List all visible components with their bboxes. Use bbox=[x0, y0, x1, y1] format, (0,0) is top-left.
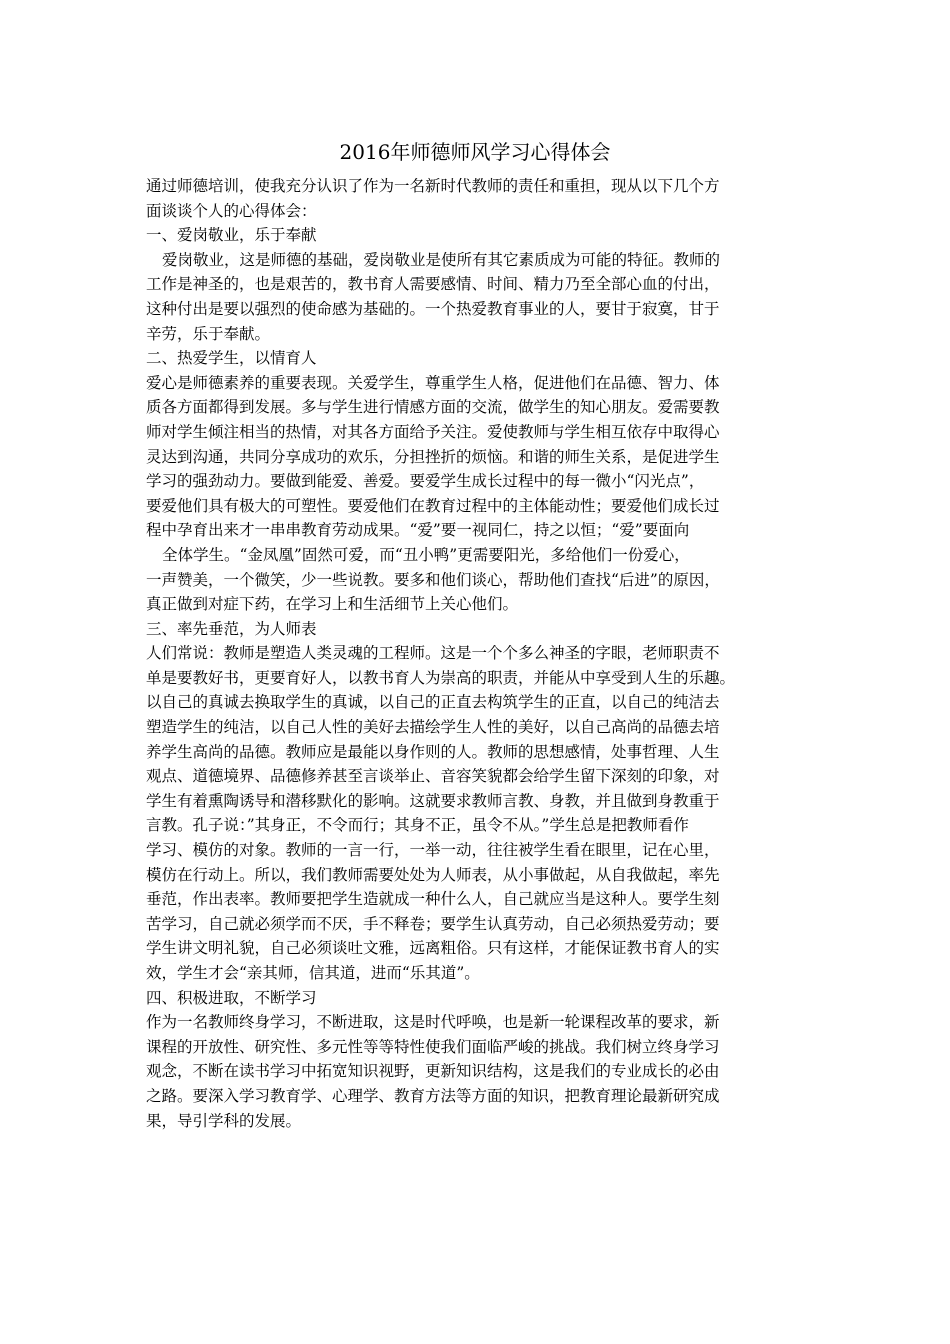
text-line: 爱心是师德素养的重要表现。关爱学生，尊重学生人格，促进他们在品德、智力、体 bbox=[146, 373, 720, 392]
text-line: 学习的强劲动力。要做到能爱、善爱。要爱学生成长过程中的每一微小“闪光点”， bbox=[146, 472, 705, 491]
text-line: 灵达到沟通，共同分享成功的欢乐，分担挫折的烦恼。和谐的师生关系，是促进学生 bbox=[146, 447, 720, 466]
section-heading: 二、热爱学生，以情育人 bbox=[146, 349, 317, 368]
text-line: 全体学生。“金凤凰”固然可爱，而“丑小鸭”更需要阳光，多给他们一份爱心， bbox=[162, 545, 690, 564]
text-line: 爱岗敬业，这是师德的基础，爱岗敬业是使所有其它素质成为可能的特征。教师的 bbox=[162, 250, 721, 269]
document-title: 2016年师德师风学习心得体会 bbox=[339, 140, 611, 164]
text-line: 程中孕育出来才一串串教育劳动成果。“爱”要一视同仁，持之以恒；“爱”要面向 bbox=[146, 521, 690, 540]
text-line: 辛劳，乐于奉献。 bbox=[146, 324, 271, 343]
text-line: 通过师德培训，使我充分认识了作为一名新时代教师的责任和重担，现从以下几个方 bbox=[146, 177, 720, 195]
text-line: 真正做到对症下药，在学习上和生活细节上关心他们。 bbox=[146, 595, 519, 614]
section-heading: 四、积极进取，不断学习 bbox=[146, 988, 317, 1007]
section-heading: 一、爱岗敬业，乐于奉献 bbox=[146, 226, 317, 245]
text-line: 效，学生才会“亲其师，信其道，进而“乐其道”。 bbox=[146, 964, 480, 982]
text-line: 面谈谈个人的心得体会： bbox=[146, 201, 317, 220]
text-line: 观念，不断在读书学习中拓宽知识视野，更新知识结构，这是我们的专业成长的必由 bbox=[146, 1062, 720, 1081]
text-line: 一声赞美，一个微笑，少一些说教。要多和他们谈心，帮助他们查找“后进”的原因， bbox=[146, 570, 720, 589]
text-line: 作为一名教师终身学习，不断进取，这是时代呼唤，也是新一轮课程改革的要求，新 bbox=[146, 1013, 720, 1032]
text-line: 之路。要深入学习教育学、心理学、教育方法等方面的知识，把教育理论最新研究成 bbox=[146, 1086, 720, 1105]
section-heading: 三、率先垂范，为人师表 bbox=[146, 619, 317, 638]
text-line: 课程的开放性、研究性、多元性等等特性使我们面临严峻的挑战。我们树立终身学习 bbox=[146, 1037, 720, 1056]
text-line: 果，导引学科的发展。 bbox=[146, 1111, 302, 1130]
text-line: 学习、模仿的对象。教师的一言一行，一举一动，往往被学生看在眼里，记在心里， bbox=[146, 841, 720, 860]
text-line: 言教。孔子说：”其身正，不令而行；其身不正，虽令不从。”学生总是把教师看作 bbox=[146, 816, 689, 835]
text-line: 塑造学生的纯洁，以自己人性的美好去描绘学生人性的美好，以自己高尚的品德去培 bbox=[146, 718, 720, 737]
text-line: 模仿在行动上。所以，我们教师需要处处为人师表，从小事做起，从自我做起，率先 bbox=[146, 865, 720, 884]
text-line: 师对学生倾注相当的热情，对其各方面给予关注。爱使教师与学生相互依存中取得心 bbox=[146, 422, 720, 441]
text-line: 以自己的真诚去换取学生的真诚，以自己的正直去构筑学生的正直，以自己的纯洁去 bbox=[146, 693, 720, 712]
text-line: 人们常说：教师是塑造人类灵魂的工程师。这是一个个多么神圣的字眼，老师职责不 bbox=[146, 644, 720, 663]
text-line: 观点、道德境界、品德修养甚至言谈举止、音容笑貌都会给学生留下深刻的印象，对 bbox=[146, 767, 720, 786]
text-line: 单是要教好书，更要育好人，以教书育人为崇高的职责，并能从中享受到人生的乐趣。 bbox=[146, 668, 736, 687]
document-body bbox=[146, 174, 806, 1133]
text-line: 养学生高尚的品德。教师应是最能以身作则的人。教师的思想感情，处事哲理、人生 bbox=[146, 742, 720, 761]
text-line: 学生讲文明礼貌，自己必须谈吐文雅，远离粗俗。只有这样，才能保证教书育人的实 bbox=[146, 939, 720, 958]
text-line: 学生有着熏陶诱导和潜移默化的影响。这就要求教师言教、身教，并且做到身教重于 bbox=[146, 791, 720, 810]
text-line: 工作是神圣的，也是艰苦的，教书育人需要感情、时间、精力乃至全部心血的付出， bbox=[146, 275, 720, 294]
text-line: 这种付出是要以强烈的使命感为基础的。一个热爱教育事业的人，要甘于寂寞，甘于 bbox=[146, 299, 720, 318]
text-line: 垂范，作出表率。教师要把学生造就成一种什么人，自己就应当是这种人。要学生刻 bbox=[146, 890, 720, 909]
text-line: 要爱他们具有极大的可塑性。要爱他们在教育过程中的主体能动性；要爱他们成长过 bbox=[146, 496, 720, 515]
text-line: 质各方面都得到发展。多与学生进行情感方面的交流，做学生的知心朋友。爱需要教 bbox=[146, 398, 720, 417]
text-line: 苦学习，自己就必须学而不厌，手不释卷；要学生认真劳动，自己必须热爱劳动；要 bbox=[146, 914, 720, 933]
